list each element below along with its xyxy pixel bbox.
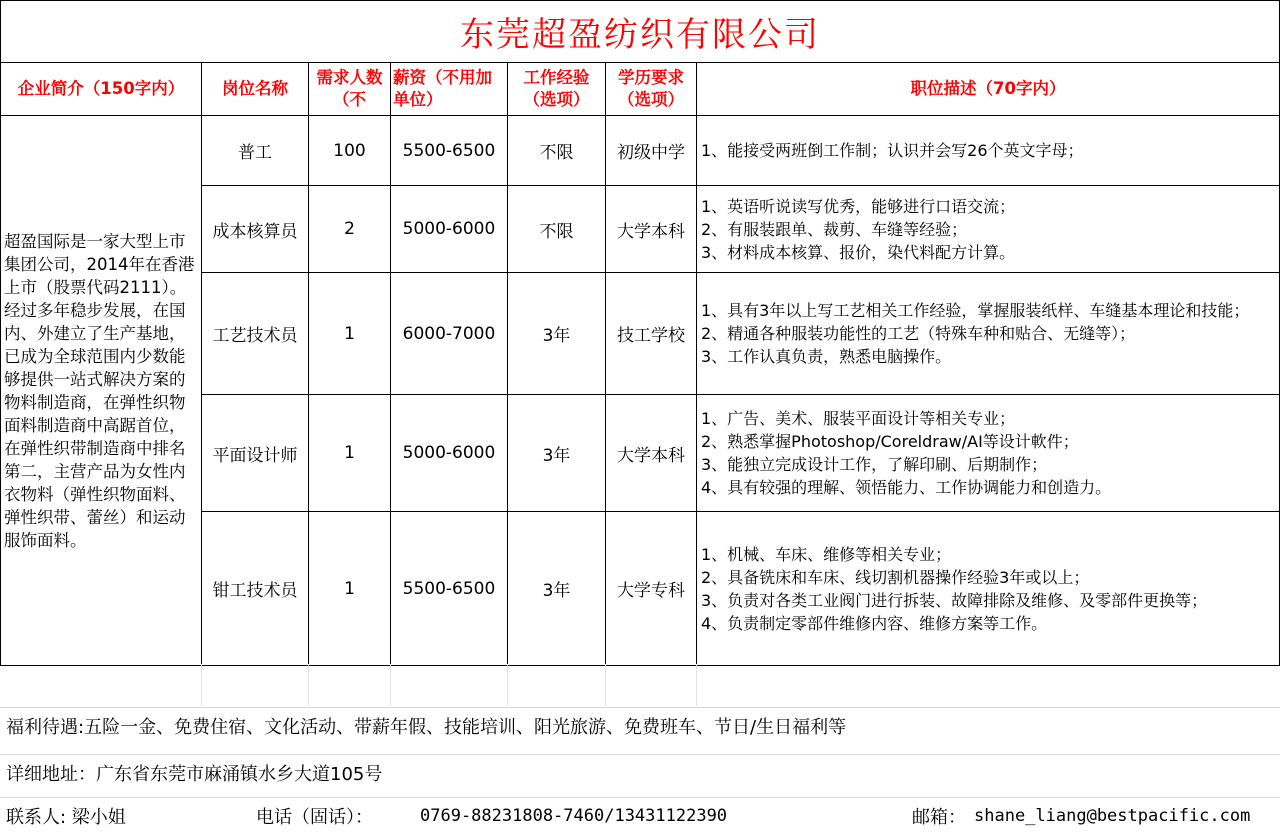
experience: 3年 (508, 395, 606, 512)
education: 初级中学 (606, 116, 697, 186)
header-experience: 工作经验（选项） (508, 63, 606, 116)
experience: 不限 (508, 186, 606, 273)
job-description (697, 116, 1280, 186)
education: 大学专科 (606, 512, 697, 666)
email-label: 邮箱： (912, 806, 966, 828)
position-name: 平面设计师 (202, 395, 309, 512)
experience: 不限 (508, 116, 606, 186)
salary: 5500-6500 (391, 512, 508, 666)
desc-line: 1、能接受两班倒工作制；认识并会写26个英文字母； (701, 141, 1084, 160)
company-title: 东莞超盈纺织有限公司 (0, 0, 1280, 62)
headcount: 1 (309, 395, 391, 512)
header-row (1, 63, 1280, 116)
desc-line: 2、具备铣床和车床、线切割机器操作经验3年或以上； (701, 567, 1090, 587)
position-name: 成本核算员 (202, 186, 309, 273)
education: 大学本科 (606, 186, 697, 273)
desc-line: 3、负责对各类工业阀门进行拆装、故障排除及维修、及零部件更换等； (701, 590, 1208, 610)
education: 技工学校 (606, 273, 697, 395)
desc-line: 1、机械、车床、维修等相关专业； (701, 544, 952, 564)
desc-line: 4、负责制定零部件维修内容、维修方案等工作。 (701, 613, 1048, 633)
grid-line (308, 664, 309, 706)
phone-number: 0769-88231808-7460/13431122390 (420, 805, 728, 826)
header-intro: 企业简介（150字内） (1, 63, 202, 116)
headcount: 1 (309, 512, 391, 666)
desc-line: 2、熟悉掌握Photoshop/Coreldraw/AI等设计軟件； (701, 432, 1079, 451)
benefits-line: 福利待遇:五险一金、免费住宿、文化活动、带薪年假、技能培训、阳光旅游、免费班车、节日/生日福利等 (0, 707, 1280, 743)
headcount: 1 (309, 273, 391, 395)
desc-line: 1、广告、美术、服装平面设计等相关专业； (701, 409, 1016, 428)
desc-line: 2、精通各种服装功能性的工艺（特殊车种和贴合、无缝等）； (701, 324, 1136, 343)
job-table (0, 62, 1280, 666)
position-name: 钳工技术员 (202, 512, 309, 666)
education: 大学本科 (606, 395, 697, 512)
grid-line (390, 664, 391, 706)
desc-line: 3、材料成本核算、报价，染代料配方计算。 (701, 242, 1016, 262)
table-row (1, 116, 1280, 186)
salary: 5000-6000 (391, 186, 508, 273)
headcount: 2 (309, 186, 391, 273)
position-name: 普工 (202, 116, 309, 186)
experience: 3年 (508, 273, 606, 395)
contact-line (0, 797, 1280, 833)
contact-person: 联系人: 梁小姐 (6, 806, 126, 828)
desc-line: 2、有服装跟单、裁剪、车缝等经验； (701, 219, 968, 239)
salary: 5000-6000 (391, 395, 508, 512)
address-line: 详细地址：广东省东莞市麻涌镇水乡大道105号 (0, 754, 1280, 790)
desc-line: 1、具有3年以上写工艺相关工作经验，掌握服装纸样、车缝基本理论和技能； (701, 301, 1250, 320)
grid-line (605, 664, 606, 706)
header-education: 学历要求（选项） (606, 63, 697, 116)
headcount: 100 (309, 116, 391, 186)
header-position: 岗位名称 (202, 63, 309, 116)
experience: 3年 (508, 512, 606, 666)
job-description (697, 273, 1280, 395)
desc-line: 3、工作认真负责，熟悉电脑操作。 (701, 347, 952, 366)
position-name: 工艺技术员 (202, 273, 309, 395)
desc-line: 3、能独立完成设计工作，了解印刷、后期制作； (701, 455, 1048, 474)
grid-line (201, 664, 202, 706)
desc-line: 1、英语听说读写优秀，能够进行口语交流； (701, 196, 1016, 216)
email-address: shane_liang@bestpacific.com (974, 805, 1251, 826)
job-description (697, 395, 1280, 512)
desc-line: 4、具有较强的理解、领悟能力、工作协调能力和创造力。 (701, 478, 1112, 497)
grid-line (696, 664, 697, 706)
phone-label: 电话（固话）： (256, 806, 373, 828)
salary: 6000-7000 (391, 273, 508, 395)
salary: 5500-6500 (391, 116, 508, 186)
grid-line (507, 664, 508, 706)
company-intro: 超盈国际是一家大型上市集团公司，2014年在香港上市（股票代码2111）。经过多年稳步发展，在国内、外建立了生产基地，已成为全球范围内少数能够提供一站式解决方案的物料制造商，在弹性织物面料制造商中高踞首位，在弹性织带制造商中排名第二，主营产品为女性内衣物料（弹性织物面料、弹性织带、蕾丝）和运动服饰面料。 (1, 116, 202, 666)
job-description (697, 186, 1280, 273)
job-description (697, 512, 1280, 666)
header-description: 职位描述（70字内） (697, 63, 1280, 116)
header-count: 需求人数（不 (309, 63, 391, 116)
header-salary: 薪资（不用加单位） (391, 63, 508, 116)
